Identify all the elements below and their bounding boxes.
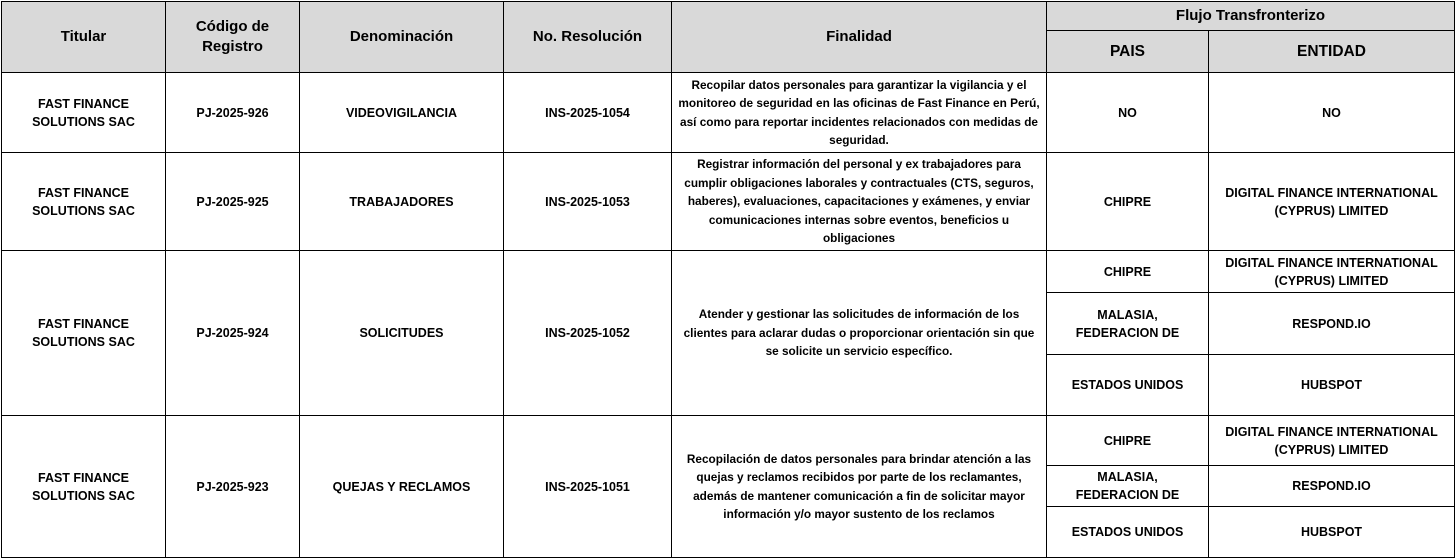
- pais-cell: MALASIA, FEDERACION DE: [1047, 293, 1209, 355]
- titular-cell: FAST FINANCE SOLUTIONS SAC: [2, 73, 166, 153]
- pais-cell: MALASIA, FEDERACION DE: [1047, 466, 1209, 507]
- codigo-cell: PJ-2025-925: [166, 153, 300, 251]
- resolucion-cell: INS-2025-1053: [504, 153, 672, 251]
- titular-cell: FAST FINANCE SOLUTIONS SAC: [2, 416, 166, 558]
- codigo-cell: PJ-2025-924: [166, 251, 300, 416]
- header-pais: PAIS: [1047, 31, 1209, 73]
- table-row: [2, 73, 1455, 153]
- header-flujo-transfronterizo: Flujo Transfronterizo: [1047, 2, 1455, 31]
- entidad-cell: DIGITAL FINANCE INTERNATIONAL (CYPRUS) LIMITED: [1209, 416, 1455, 466]
- pais-cell: CHIPRE: [1047, 251, 1209, 293]
- resolucion-cell: INS-2025-1051: [504, 416, 672, 558]
- titular-cell: FAST FINANCE SOLUTIONS SAC: [2, 251, 166, 416]
- denominacion-cell: VIDEOVIGILANCIA: [300, 73, 504, 153]
- header-titular: Titular: [2, 2, 166, 73]
- pais-cell: CHIPRE: [1047, 153, 1209, 251]
- pais-cell: NO: [1047, 73, 1209, 153]
- header-entidad: ENTIDAD: [1209, 31, 1455, 73]
- entidad-cell: RESPOND.IO: [1209, 466, 1455, 507]
- resolucion-cell: INS-2025-1052: [504, 251, 672, 416]
- pais-cell: CHIPRE: [1047, 416, 1209, 466]
- entidad-cell: NO: [1209, 73, 1455, 153]
- entidad-cell: DIGITAL FINANCE INTERNATIONAL (CYPRUS) LIMITED: [1209, 153, 1455, 251]
- header-codigo: Código de Registro: [166, 2, 300, 73]
- entidad-cell: HUBSPOT: [1209, 507, 1455, 558]
- denominacion-cell: TRABAJADORES: [300, 153, 504, 251]
- entidad-cell: DIGITAL FINANCE INTERNATIONAL (CYPRUS) LIMITED: [1209, 251, 1455, 293]
- finalidad-cell: Atender y gestionar las solicitudes de información de los clientes para aclarar dudas o proporcionar orientación sin que se solicite un servicio específico.: [672, 251, 1047, 416]
- finalidad-cell: Recopilar datos personales para garantizar la vigilancia y el monitoreo de seguridad en las oficinas de Fast Finance en Perú, así como para reportar incidentes relacionados con medidas de seguridad.: [672, 73, 1047, 153]
- resolucion-cell: INS-2025-1054: [504, 73, 672, 153]
- codigo-cell: PJ-2025-926: [166, 73, 300, 153]
- denominacion-cell: SOLICITUDES: [300, 251, 504, 416]
- table-row: [2, 251, 1455, 293]
- registry-table: [1, 1, 1455, 558]
- finalidad-cell: Recopilación de datos personales para brindar atención a las quejas y reclamos recibidos por parte de los reclamantes, además de mantener comunicación a fin de solicitar mayor información y/o mayor sustento de los reclamos: [672, 416, 1047, 558]
- denominacion-cell: QUEJAS Y RECLAMOS: [300, 416, 504, 558]
- table-row: [2, 153, 1455, 251]
- titular-cell: FAST FINANCE SOLUTIONS SAC: [2, 153, 166, 251]
- pais-cell: ESTADOS UNIDOS: [1047, 355, 1209, 416]
- entidad-cell: RESPOND.IO: [1209, 293, 1455, 355]
- header-denominacion: Denominación: [300, 2, 504, 73]
- table-row: [2, 416, 1455, 466]
- pais-cell: ESTADOS UNIDOS: [1047, 507, 1209, 558]
- codigo-cell: PJ-2025-923: [166, 416, 300, 558]
- finalidad-cell: Registrar información del personal y ex trabajadores para cumplir obligaciones laborales y contractuales (CTS, seguros, haberes), evaluaciones, capacitaciones y exámenes, y enviar comunicaciones internas sobre eventos, beneficios u obligaciones: [672, 153, 1047, 251]
- entidad-cell: HUBSPOT: [1209, 355, 1455, 416]
- header-resolucion: No. Resolución: [504, 2, 672, 73]
- header-finalidad: Finalidad: [672, 2, 1047, 73]
